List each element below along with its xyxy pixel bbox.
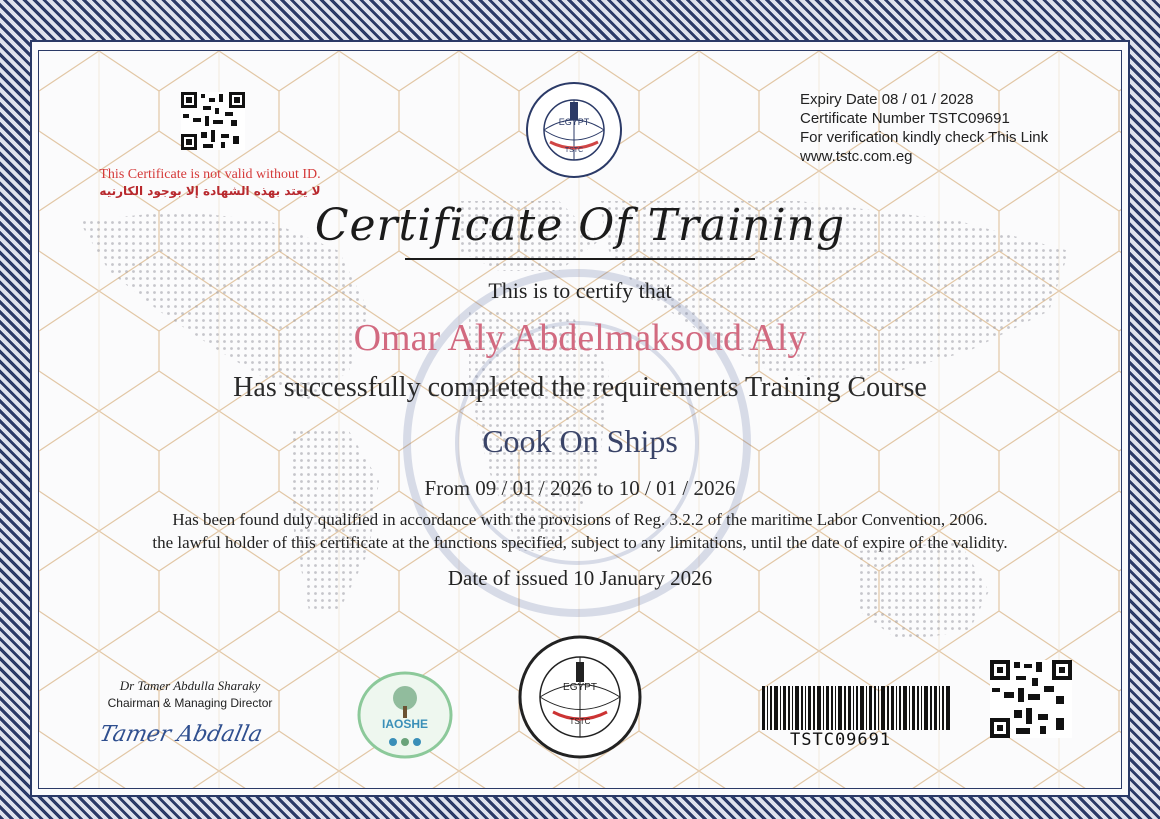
verification-block [800, 90, 1048, 166]
svg-text:EGYPT: EGYPT [558, 117, 590, 127]
signature: Tamer Abdalla [97, 722, 265, 747]
verification-link[interactable]: www.tstc.com.eg [800, 148, 913, 165]
verification-text: For verification kindly check This Link [800, 129, 1049, 146]
barcode-number: TSTC09691 [790, 730, 892, 750]
tstc-logo-top [510, 80, 638, 180]
qr-code-top [181, 92, 245, 150]
id-notice-english: This Certificate is not valid without ID. [99, 167, 321, 182]
svg-text:EGYPT: EGYPT [563, 682, 597, 693]
barcode [762, 686, 952, 730]
signatory-name: Dr Tamer Abdulla Sharaky [119, 678, 261, 693]
qr-code-bottom [990, 660, 1072, 738]
id-notice-arabic: لا يعتد بهذه الشهادة إلا بوجود الكارنيه [99, 184, 321, 198]
recipient-name: Omar Aly Abdelmaksoud Aly [353, 317, 807, 359]
tstc-stamp [515, 632, 645, 762]
qualification-line-1: Has been found duly qualified in accordance with the provisions of Reg. 3.2.2 of the maritime Labor Convention, 2006. [172, 510, 988, 529]
title-underline [405, 258, 755, 260]
qualification-line-2: the lawful holder of this certificate at the functions specified, subject to any limitations, until the date of expire of the validity. [152, 533, 1008, 552]
certificate-number: Certificate Number TSTC09691 [800, 110, 1010, 127]
certify-text: This is to certify that [488, 278, 672, 303]
certificate-title: Certificate Of Training [314, 200, 846, 251]
completed-text: Has successfully completed the requirements Training Course [233, 372, 927, 403]
svg-text:TSTC: TSTC [569, 717, 591, 726]
iaoshe-badge [355, 670, 455, 760]
id-notice [85, 166, 335, 200]
expiry-date: Expiry Date 08 / 01 / 2028 [800, 91, 974, 108]
svg-text:IAOSHE: IAOSHE [381, 717, 429, 731]
signatory-role: Chairman & Managing Director [107, 696, 273, 710]
svg-text:TSTC: TSTC [564, 147, 584, 154]
issue-date: Date of issued 10 January 2026 [447, 566, 713, 590]
course-dates: From 09 / 01 / 2026 to 10 / 01 / 2026 [424, 476, 736, 500]
course-name: Cook On Ships [482, 423, 678, 459]
